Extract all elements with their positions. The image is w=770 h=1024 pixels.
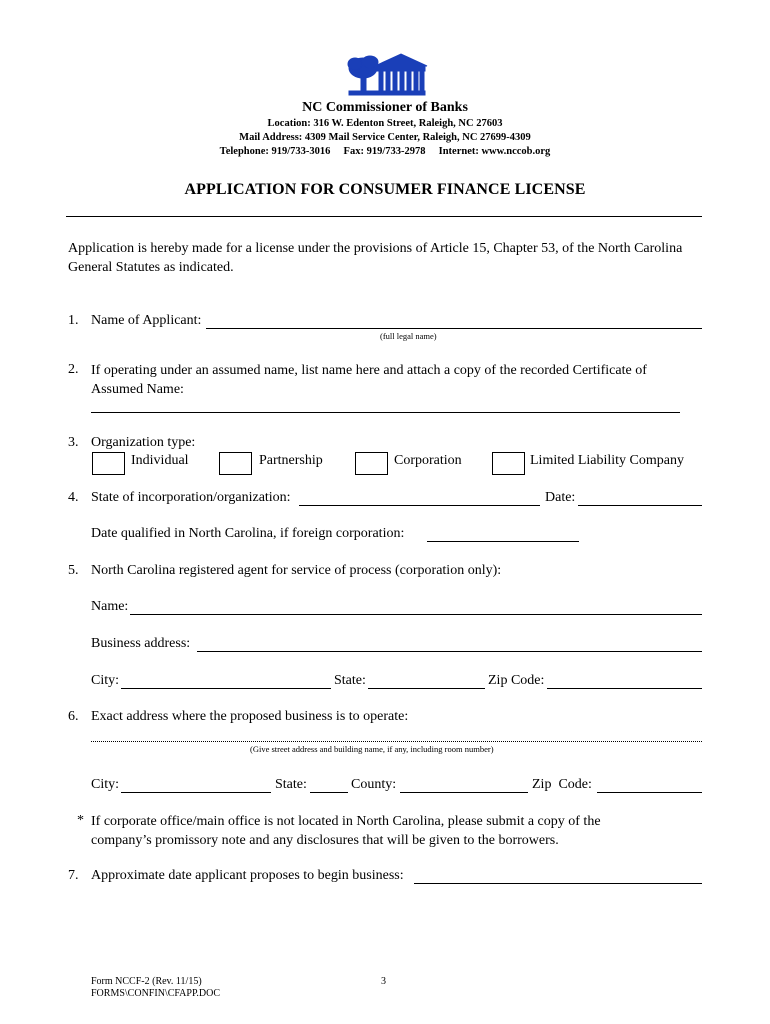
agent-state-label: State:	[334, 673, 366, 688]
agent-name-field[interactable]	[130, 614, 702, 615]
out-of-state-note: If corporate office/main office is not located in North Carolina, please submit a copy of the company’s promissory note and any disclosures that will be given to the borrowers.	[91, 814, 601, 848]
q1-number: 1.	[68, 313, 79, 328]
form-title: APPLICATION FOR CONSUMER FINANCE LICENSE	[184, 181, 586, 198]
q3-number: 3.	[68, 435, 79, 450]
assumed-name-field[interactable]	[91, 412, 680, 413]
proposed-start-date-field[interactable]	[414, 883, 702, 884]
llc-label: Limited Liability Company	[530, 453, 684, 468]
business-zip-label: Zip Code:	[532, 777, 592, 792]
incorporation-date-field[interactable]	[578, 505, 702, 506]
q6-number: 6.	[68, 709, 79, 724]
individual-checkbox[interactable]	[92, 452, 125, 475]
q2-text: If operating under an assumed name, list name here and attach a copy of the recorded Certificate of Assumed Name:	[91, 363, 647, 397]
partnership-label: Partnership	[259, 453, 323, 468]
q5-number: 5.	[68, 563, 79, 578]
agent-name-label: Name:	[91, 599, 129, 614]
business-county-field[interactable]	[400, 792, 528, 793]
q4-label: State of incorporation/organization:	[91, 490, 291, 505]
agent-city-field[interactable]	[121, 688, 331, 689]
business-city-field[interactable]	[121, 792, 271, 793]
q5-label: North Carolina registered agent for service of process (corporation only):	[91, 563, 502, 578]
q2-number: 2.	[68, 362, 79, 377]
business-zip-field[interactable]	[597, 792, 702, 793]
corporation-label: Corporation	[394, 453, 462, 468]
agent-zip-label: Zip Code:	[488, 673, 545, 688]
foreign-corp-label: Date qualified in North Carolina, if foreign corporation:	[91, 526, 405, 541]
corporation-checkbox[interactable]	[355, 452, 388, 475]
form-id: Form NCCF-2 (Rev. 11/15)	[91, 976, 202, 987]
business-state-label: State:	[275, 777, 307, 792]
mail-address-line: Mail Address: 4309 Mail Service Center, Raleigh, NC 27699-4309	[239, 132, 531, 143]
q6-label: Exact address where the proposed business is to operate:	[91, 709, 409, 724]
q7-label: Approximate date applicant proposes to begin business:	[91, 868, 404, 883]
applicant-name-field[interactable]	[206, 328, 702, 329]
location-line: Location: 316 W. Edenton Street, Raleigh, NC 27603	[267, 118, 503, 129]
q3-label: Organization type:	[91, 435, 196, 450]
business-state-field[interactable]	[310, 792, 348, 793]
contact-line: Telephone: 919/733-3016 Fax: 919/733-2978 Internet: www.nccob.org	[219, 146, 551, 157]
q6-hint: (Give street address and building name, if any, including room number)	[250, 744, 494, 754]
q4-date-label: Date:	[545, 490, 576, 505]
individual-label: Individual	[131, 453, 189, 468]
agent-address-label: Business address:	[91, 636, 191, 651]
partnership-checkbox[interactable]	[219, 452, 252, 475]
business-city-label: City:	[91, 777, 120, 792]
note-asterisk: *	[77, 813, 84, 828]
agent-state-field[interactable]	[368, 688, 485, 689]
file-path: FORMS\CONFIN\CFAPP.DOC	[91, 988, 221, 999]
business-county-label: County:	[351, 777, 397, 792]
nccob-logo	[345, 50, 429, 98]
agent-city-label: City:	[91, 673, 120, 688]
q7-number: 7.	[68, 868, 79, 883]
foreign-qualified-date-field[interactable]	[427, 541, 579, 542]
llc-checkbox[interactable]	[492, 452, 525, 475]
agent-address-field[interactable]	[197, 651, 702, 652]
state-of-incorporation-field[interactable]	[299, 505, 540, 506]
q4-number: 4.	[68, 490, 79, 505]
q1-hint: (full legal name)	[380, 331, 437, 341]
page-number: 3	[381, 976, 386, 987]
agent-zip-field[interactable]	[547, 688, 702, 689]
org-name: NC Commissioner of Banks	[302, 100, 468, 115]
title-divider	[66, 216, 702, 217]
q1-label: Name of Applicant:	[91, 313, 202, 328]
intro-paragraph: Application is hereby made for a license under the provisions of Article 15, Chapter 53, of the North Carolina General Statutes as indicated.	[68, 241, 683, 275]
business-street-address-field[interactable]	[91, 741, 702, 742]
